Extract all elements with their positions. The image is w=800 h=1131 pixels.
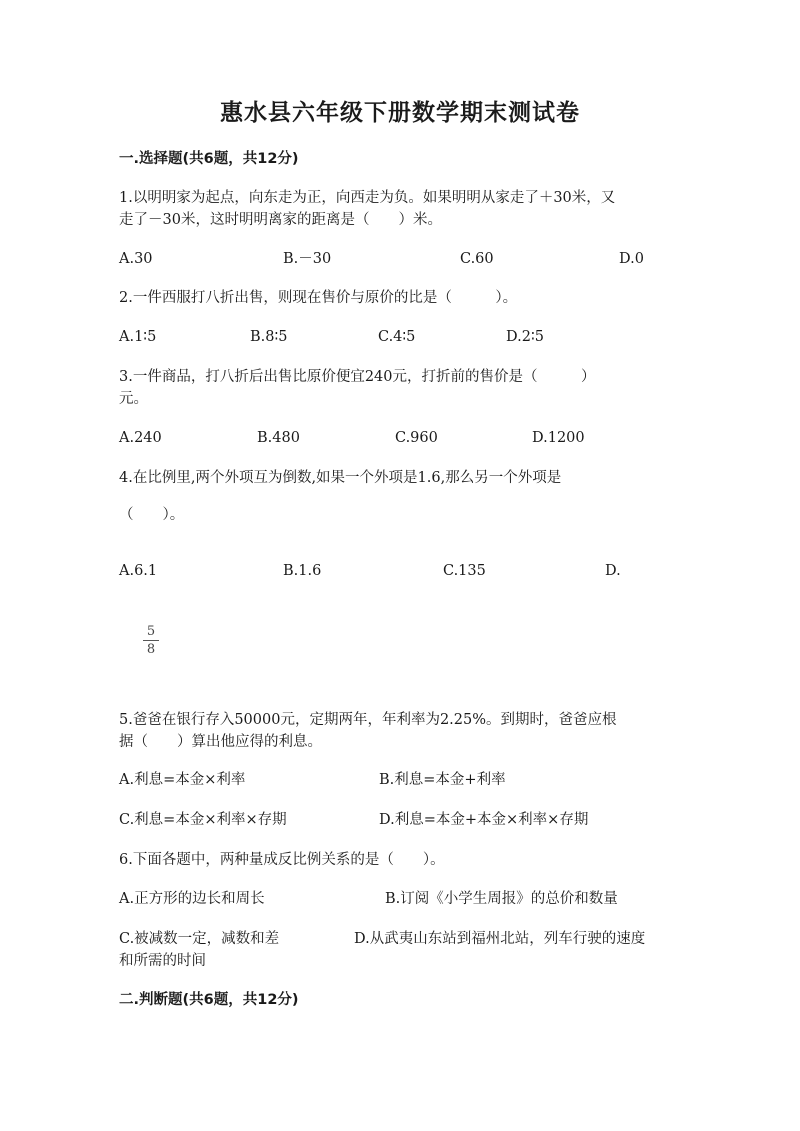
question-5-line-1: 5.爸爸在银行存入50000元，定期两年，年利率为2.25%。到期时，爸爸应根 xyxy=(119,712,617,728)
question-4-line-2: （ ）。 xyxy=(119,507,185,523)
question-1-option-d: D.0 xyxy=(619,251,644,267)
question-1-option-c: C.60 xyxy=(460,251,494,267)
question-6-option-a: A.正方形的边长和周长 xyxy=(119,891,265,907)
question-6-line-1: 6.下面各题中，两种量成反比例关系的是（ ）。 xyxy=(119,852,445,868)
question-4-option-a: A.6.1 xyxy=(119,563,158,579)
fraction-denominator: 8 xyxy=(146,642,156,657)
question-6-option-d: D.从武夷山东站到福州北站，列车行驶的速度 xyxy=(354,931,646,947)
question-3-option-c: C.960 xyxy=(395,430,438,446)
question-1-line-2: 走了－30米，这时明明离家的距离是（ ）米。 xyxy=(119,212,442,228)
question-2-option-a: A.1∶5 xyxy=(119,329,157,345)
question-4-option-d: D. xyxy=(605,563,621,579)
question-1-line-1: 1.以明明家为起点，向东走为正，向西走为负。如果明明从家走了＋30米，又 xyxy=(119,190,616,206)
question-2-option-d: D.2∶5 xyxy=(506,329,544,345)
question-6-option-c: C.被减数一定，减数和差 xyxy=(119,931,280,947)
question-2-option-c: C.4∶5 xyxy=(378,329,416,345)
question-3-option-b: B.480 xyxy=(257,430,300,446)
question-4-option-c: C.135 xyxy=(443,563,486,579)
page-title: 惠水县六年级下册数学期末测试卷 xyxy=(220,100,580,126)
question-1-option-a: A.30 xyxy=(119,251,153,267)
question-2-line-1: 2.一件西服打八折出售，则现在售价与原价的比是（ ）。 xyxy=(119,290,518,306)
question-1-option-b: B.－30 xyxy=(283,251,332,267)
fraction-numerator: 5 xyxy=(146,624,156,639)
question-3-option-d: D.1200 xyxy=(532,430,585,446)
question-4-line-1: 4.在比例里,两个外项互为倒数,如果一个外项是1.6,那么另一个外项是 xyxy=(119,470,562,486)
question-2-option-b: B.8∶5 xyxy=(250,329,288,345)
question-3-line-2: 元。 xyxy=(119,391,148,407)
question-5-option-c: C.利息=本金×利率×存期 xyxy=(119,812,287,828)
question-6-option-b: B.订阅《小学生周报》的总价和数量 xyxy=(385,891,618,907)
section-heading-true-false: 二.判断题(共6题，共12分) xyxy=(119,992,299,1008)
question-5-option-b: B.利息=本金+利率 xyxy=(379,772,506,788)
question-4-option-d-fraction xyxy=(140,624,162,657)
section-heading-choice: 一.选择题(共6题，共12分) xyxy=(119,151,299,167)
question-3-line-1: 3.一件商品，打八折后出售比原价便宜240元，打折前的售价是（ ） xyxy=(119,369,596,385)
question-5-line-2: 据（ ）算出他应得的利息。 xyxy=(119,734,322,750)
fraction-bar xyxy=(143,640,159,641)
question-5-option-a: A.利息=本金×利率 xyxy=(119,772,246,788)
question-4-option-b: B.1.6 xyxy=(283,563,322,579)
question-6-option-d-continued: 和所需的时间 xyxy=(119,953,206,969)
question-3-option-a: A.240 xyxy=(119,430,162,446)
question-5-option-d: D.利息=本金+本金×利率×存期 xyxy=(379,812,589,828)
